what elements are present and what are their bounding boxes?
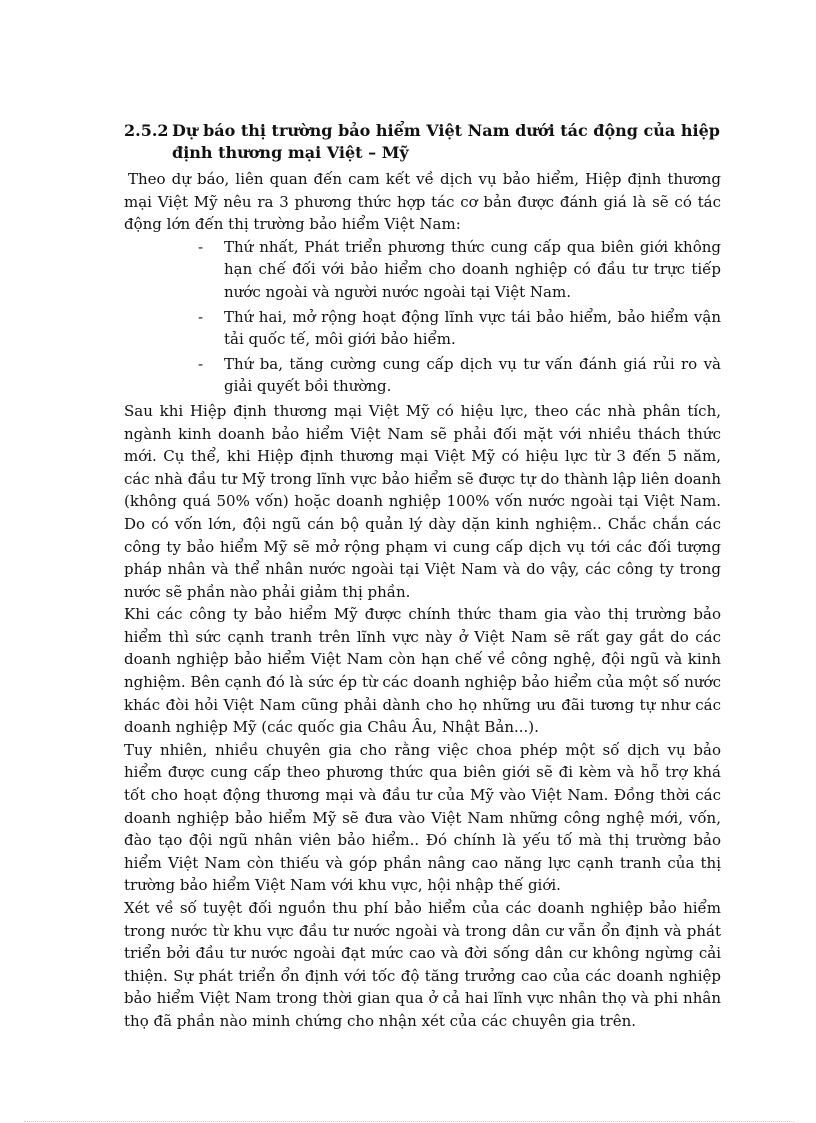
section-title: Dự báo thị trường bảo hiểm Việt Nam dưới tác động của hiệp định thương mại Việt – Mỹ	[172, 121, 720, 162]
list-item	[198, 353, 721, 398]
body-paragraph: Xét về số tuyệt đối nguồn thu phí bảo hiểm của các doanh nghiệp bảo hiểm trong nước từ khu vực đầu tư nước ngoài và trong dân cư vẫn ổn định và phát triển bởi đầu tư nước ngoài đạt mức cao và đời sống dân cư không ngừng cải thiện. Sự phát triển ổn định với tốc độ tăng trưởng cao của các doanh nghiệp bảo hiểm Việt Nam trong thời gian qua ở cả hai lĩnh vực nhân thọ và phi nhân thọ đã phần nào minh chứng cho nhận xét của các chuyên gia trên.	[124, 899, 721, 1030]
bullet-marker: -	[198, 237, 204, 256]
body-paragraph: Khi các công ty bảo hiểm Mỹ được chính thức tham gia vào thị trường bảo hiểm thì sức cạnh tranh trên lĩnh vực này ở Việt Nam sẽ rất gay gắt do các doanh nghiệp bảo hiểm Việt Nam còn hạn chế về công nghệ, đội ngũ và kinh nghiệm. Bên cạnh đó là sức ép từ các doanh nghiệp bảo hiểm của một số nước khác đòi hỏi Việt Nam cũng phải dành cho họ những ưu đãi tương tự như các doanh nghiệp Mỹ (các quốc gia Châu Âu, Nhật Bản...).	[124, 605, 721, 737]
bullet-marker: -	[198, 354, 204, 373]
list-item-text: Thứ hai, mở rộng hoạt động lĩnh vực tái bảo hiểm, bảo hiểm vận tải quốc tế, môi giới bảo hiểm.	[224, 307, 721, 349]
intro-paragraph: Theo dự báo, liên quan đến cam kết về dịch vụ bảo hiểm, Hiệp định thương mại Việt Mỹ nêu ra 3 phương thức hợp tác cơ bản được đánh giá là sẽ có tác động lớn đến thị trường bảo hiểm Việt Nam:	[124, 170, 721, 234]
list-item	[198, 236, 721, 304]
list-item	[198, 306, 721, 351]
body-paragraph: Sau khi Hiệp định thương mại Việt Mỹ có hiệu lực, theo các nhà phân tích, ngành kinh doanh bảo hiểm Việt Nam sẽ phải đối mặt với nhiều thách thức mới. Cụ thể, khi Hiệp định thương mại Việt Mỹ có hiệu lực từ 3 đến 5 năm, các nhà đầu tư Mỹ trong lĩnh vực bảo hiểm sẽ được tự do thành lập liên doanh (không quá 50% vốn) hoặc doanh nghiệp 100% vốn nước ngoài tại Việt Nam. Do có vốn lớn, đội ngũ cán bộ quản lý dày dặn kinh nghiệm.. Chắc chắn các công ty bảo hiểm Mỹ sẽ mở rộng phạm vi cung cấp dịch vụ tới các đối tượng pháp nhân và thể nhân nước ngoài tại Việt Nam và do vậy, các công ty trong nước sẽ phần nào phải giảm thị phần.	[124, 401, 721, 601]
list-item-text: Thứ nhất, Phát triển phương thức cung cấp qua biên giới không hạn chế đối với bảo hiểm cho doanh nghiệp có đầu tư trực tiếp nước ngoài và người nước ngoài tại Việt Nam.	[224, 237, 721, 301]
section-heading	[124, 120, 724, 164]
list-item-text: Thứ ba, tăng cường cung cấp dịch vụ tư vấn đánh giá rủi ro và giải quyết bồi thường.	[224, 354, 721, 396]
page-bottom-divider	[24, 1121, 794, 1122]
bullet-marker: -	[198, 307, 204, 326]
bullet-list	[124, 236, 721, 398]
section-number: 2.5.2	[124, 121, 169, 140]
body-paragraph: Tuy nhiên, nhiều chuyên gia cho rằng việc choa phép một số dịch vụ bảo hiểm được cung cấp theo phương thức qua biên giới sẽ đi kèm và hỗ trợ khá tốt cho hoạt động thương mại và đầu tư của Mỹ vào Việt Nam. Đồng thời các doanh nghiệp bảo hiểm Mỹ sẽ đưa vào Việt Nam những công nghệ mới, vốn, đào tạo đội ngũ nhân viên bảo hiểm.. Đó chính là yếu tố mà thị trường bảo hiểm Việt Nam còn thiếu và góp phần nâng cao năng lực cạnh tranh của thị trường bảo hiểm Việt Nam với khu vực, hội nhập thế giới.	[124, 740, 721, 895]
body-text	[124, 168, 721, 1033]
